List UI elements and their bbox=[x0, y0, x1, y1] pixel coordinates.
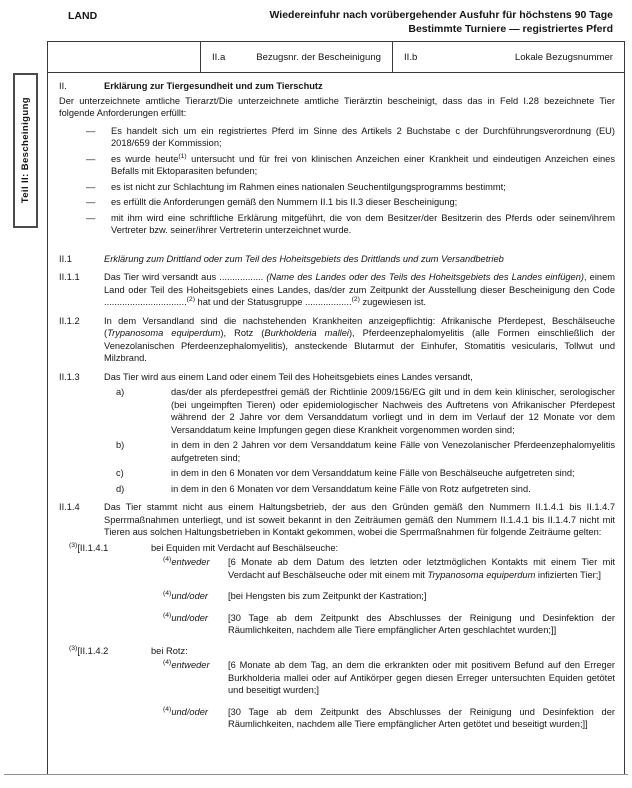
intro-paragraph: Der unterzeichnete amtliche Tierarzt/Die unterzeichnete amtliche Tierärztin bescheinigt, dass das in Feld I.28 bezeichnete Tier folgende Anforderungen erfüllt: bbox=[59, 95, 615, 118]
item-label: d) bbox=[116, 483, 125, 494]
ref-cell-a bbox=[201, 42, 393, 72]
part-label: Teil II: Bescheinigung bbox=[20, 97, 31, 204]
condition-undoder bbox=[163, 612, 624, 637]
bullet-dash: — bbox=[86, 153, 96, 164]
ref-label-b: Lokale Bezugsnummer bbox=[514, 51, 613, 63]
bullet-dash: — bbox=[86, 125, 96, 136]
clause-number: $^{(3)}$[II.1.4.1 bbox=[69, 541, 109, 553]
condition-word: $^{(4)}$und/oder bbox=[163, 705, 209, 717]
clause-text: Das Tier stammt nicht aus einem Haltungsbetrieb, der aus den Gründen gemäß den Nummern II.1.4.1 bis II.1.4.7 Sperrmaßnahmen unterliegt, und ist soweit bekannt in den Zeiträumen gemäß den Nummern II.1.4.1 bis II.1.4.7 nicht mit Tieren aus solchen Haltungsbetrieben in Kontakt gekommen, wobei die Sperrmaßnahmen für folgende Zeiträume gelten: bbox=[104, 502, 615, 537]
bullet-item bbox=[86, 212, 624, 237]
certificate-box bbox=[47, 41, 625, 775]
condition-word: $^{(4)}$entweder bbox=[163, 555, 210, 567]
ref-code-b: II.b bbox=[404, 51, 418, 63]
bullet-text: mit ihm wird eine schriftliche Erklärung mitgeführt, die von dem Besitzer/der Besitzerin des Pferds oder seinem/ihrem Vertreter bzw. seiner/ihrer Vertreterin unterzeichnet wurde. bbox=[111, 212, 615, 235]
bullet-text: Es handelt sich um ein registriertes Pferd im Sinne des Artikels 2 Buchstabe c der Durchführungsverordnung (EU) 2018/659 der Kommission; bbox=[111, 125, 615, 148]
reference-row bbox=[48, 42, 624, 73]
clause-text: Das Tier wird aus einem Land oder einem Teil des Hoheitsgebiets eines Landes versandt, bbox=[104, 371, 473, 382]
item-label: a) bbox=[116, 387, 125, 397]
clause-number: II.1.1 bbox=[59, 272, 80, 282]
condition-undoder bbox=[163, 706, 624, 731]
clause-II13 bbox=[48, 371, 624, 384]
clause-text: Das Tier wird versandt aus ................. (Name des Landes oder des Teils des Hoheitsgebiets des Landes einfügen), einem Land oder Teil des Hoheitsgebiets eines Landes, das/der zum Zeitpunkt der Ausstellung dieser Bescheinigung den Code ................................$^{(2)}$ hat und der Statusgruppe ..................$^{(2)}$ zugewiesen ist. bbox=[104, 272, 615, 307]
clause-title: bei Rotz: bbox=[151, 645, 188, 656]
bullet-dash: — bbox=[86, 212, 96, 223]
item-text: das/der als pferdepestfrei gemäß der Richtlinie 2009/156/EG gilt und in dem kein klinischer, serologischer (bei ungeimpften Tieren) oder epidemiologischer Nachweis des Auftretens von Afrikanischer Pferdepest während der 2 Jahre vor dem Versanddatum vorliegt und in dem im Verlauf der 12 Monate vor dem Versanddatum keine Impfungen gegen diese Krankheit vorgenommen worden sind; bbox=[171, 387, 615, 435]
declaration-bullets bbox=[48, 125, 624, 237]
clause-text: In dem Versandland sind die nachstehenden Krankheiten anzeigepflichtig: Afrikanische Pferdepest, Beschälseuche (Trypanosoma equiperdum), Rotz (Burkholderia mallei), Pferdeenzephalomyelitis (alle Formen einschließlich der Venezolanischen Pferdeenzephalomyelitis), ansteckende Blutarmut der Einhufer, Stomatitis vesicularis, Tollwut und Milzbrand. bbox=[104, 315, 615, 363]
section-title: Erklärung zur Tiergesundheit und zum Tierschutz bbox=[104, 81, 323, 91]
item-label: b) bbox=[116, 440, 125, 450]
clause-number: II.1.2 bbox=[59, 315, 80, 326]
doc-title-line1: Wiedereinfuhr nach vorübergehender Ausfuhr für höchstens 90 Tage bbox=[269, 9, 613, 21]
clause-II142-heading bbox=[69, 645, 624, 658]
bullet-dash: — bbox=[86, 197, 96, 207]
clause-number: $^{(3)}$[II.1.4.2 bbox=[69, 644, 109, 656]
clause-II13-item-a bbox=[116, 386, 624, 436]
clause-II11 bbox=[48, 271, 624, 309]
section-number: II. bbox=[59, 81, 67, 91]
page-bottom-rule bbox=[4, 774, 628, 775]
part-label-box bbox=[13, 73, 38, 228]
condition-text: [bei Hengsten bis zum Zeitpunkt der Kastration;] bbox=[228, 591, 427, 601]
clause-number: II.1 bbox=[59, 253, 72, 264]
condition-word: $^{(4)}$und/oder bbox=[163, 611, 209, 623]
ref-cell-empty bbox=[48, 42, 201, 72]
item-text: in dem in den 6 Monaten vor dem Versanddatum keine Fälle von Rotz aufgetreten sind. bbox=[171, 483, 531, 494]
ref-code-a: II.a bbox=[212, 51, 226, 63]
bullet-dash: — bbox=[86, 181, 96, 192]
certificate-body bbox=[48, 73, 624, 731]
item-text: in dem in den 6 Monaten vor dem Versanddatum keine Fälle von Beschälseuche aufgetreten sind; bbox=[171, 468, 575, 478]
clause-II141-heading bbox=[69, 542, 624, 555]
ref-label-a: Bezugsnr. der Bescheinigung bbox=[256, 51, 381, 63]
condition-text: [30 Tage ab dem Zeitpunkt des Abschlusses der Reinigung und Desinfektion der Räumlichkeiten, nachdem alle Tiere empfänglicher Arten geschlachtet wurden;]] bbox=[228, 612, 615, 635]
clause-number: II.1.3 bbox=[59, 371, 80, 382]
condition-text: [6 Monate ab dem Datum des letzten oder letztmöglichen Kontakts mit einem Tier mit Verdacht auf Beschälseuche oder mit einem mit Trypanosoma equiperdum infizierten Tier;] bbox=[228, 557, 615, 580]
clause-II14 bbox=[48, 501, 624, 539]
section-2-heading bbox=[48, 80, 624, 93]
condition-text: [30 Tage ab dem Zeitpunkt des Abschlusses der Reinigung und Desinfektion der Räumlichkeiten, nachdem alle Tiere empfänglicher Arten getötet und beseitigt wurden;]] bbox=[228, 706, 615, 729]
doc-title bbox=[269, 9, 613, 36]
bullet-item bbox=[86, 153, 624, 178]
bullet-text: es ist nicht zur Schlachtung im Rahmen eines nationalen Seuchentilgungsprogramms bestimmt; bbox=[111, 181, 506, 192]
clause-II13-item-d bbox=[116, 483, 624, 496]
condition-entweder bbox=[163, 556, 624, 581]
clause-II12 bbox=[48, 315, 624, 365]
doc-title-line2: Bestimmte Turniere — registriertes Pferd bbox=[408, 22, 613, 35]
clause-title: Erklärung zum Drittland oder zum Teil des Hoheitsgebiets des Drittlands und zum Versandbetrieb bbox=[104, 253, 504, 264]
condition-word: $^{(4)}$und/oder bbox=[163, 589, 209, 601]
item-label: c) bbox=[116, 468, 124, 478]
bullet-text: es erfüllt die Anforderungen gemäß den Nummern II.1 bis II.3 dieser Bescheinigung; bbox=[111, 197, 458, 207]
condition-word: $^{(4)}$entweder bbox=[163, 658, 210, 670]
clause-title: bei Equiden mit Verdacht auf Beschälseuche: bbox=[151, 542, 339, 553]
condition-undoder bbox=[163, 590, 624, 603]
clause-II13-item-c bbox=[116, 467, 624, 480]
ref-cell-b bbox=[393, 42, 624, 72]
condition-text: [6 Monate ab dem Tag, an dem die erkrankten oder mit positivem Befund auf den Erreger Burkholderia mallei oder auf Antikörper gegen diesen Erreger untersuchten Equiden getötet und beseitigt wurden;] bbox=[228, 660, 615, 695]
bullet-text: es wurde heute$^{(1)}$ untersucht und für frei von klinischen Anzeichen einer Krankheit und eindeutigen Anzeichen eines Befalls mit Ektoparasiten befunden; bbox=[111, 152, 615, 176]
clause-number: II.1.4 bbox=[59, 502, 80, 512]
clause-II1-heading bbox=[48, 253, 624, 266]
condition-entweder bbox=[163, 659, 624, 697]
clause-II13-item-b bbox=[116, 439, 624, 464]
country-label: LAND bbox=[68, 10, 98, 22]
bullet-item bbox=[86, 181, 624, 194]
bullet-item bbox=[86, 196, 624, 209]
item-text: in dem in den 2 Jahren vor dem Versanddatum keine Fälle von Venezolanischer Pferdeenzephalomyelitis aufgetreten sind; bbox=[171, 440, 615, 463]
bullet-item bbox=[86, 125, 624, 150]
